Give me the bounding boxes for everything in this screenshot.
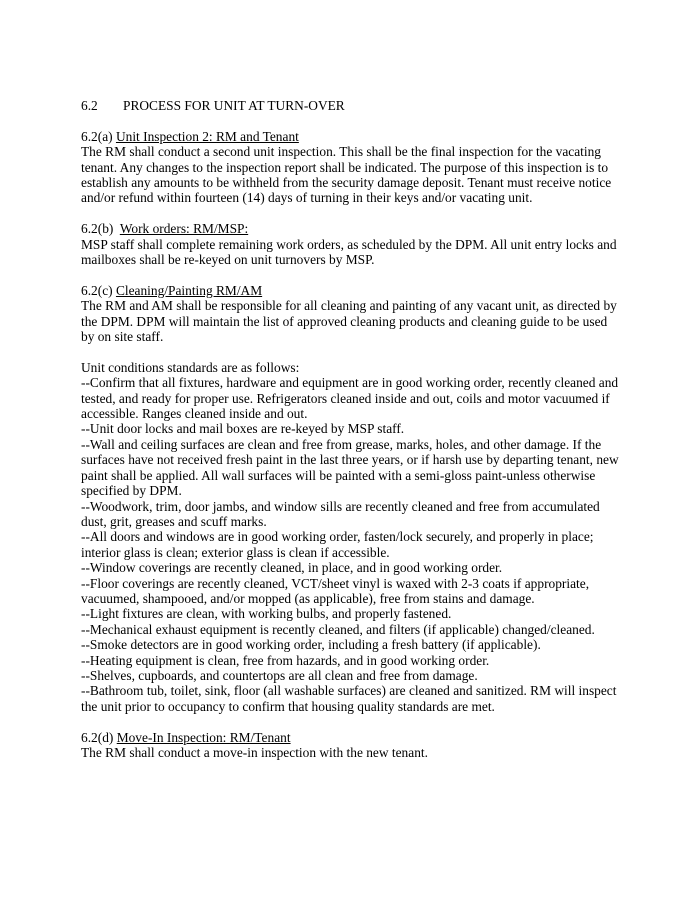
list-item: --Smoke detectors are in good working order, including a fresh battery (if applicable). [81, 637, 541, 653]
list-item: --Floor coverings are recently cleaned, VCT/sheet vinyl is waxed with 2-3 coats if appropriate, vacuumed, shampooed, and/or mopped (as applicable), free from stains and damage. [81, 575, 590, 606]
section-a-prefix: 6.2(a) [81, 128, 116, 144]
section-b-prefix: 6.2(b) [81, 221, 120, 237]
section-a-title [81, 129, 621, 144]
section-title: PROCESS FOR UNIT AT TURN-OVER [123, 98, 345, 113]
list-item: --All doors and windows are in good working order, fasten/lock securely, and properly in place; interior glass is clean; exterior glass is clean if accessible. [81, 529, 594, 560]
list-item: --Wall and ceiling surfaces are clean and free from grease, marks, holes, and other damage. If the surfaces have not received fresh paint in the last three years, or if harsh use by departing tenant, new paint shall be applied. All wall surfaces will be painted with a semi-gloss paint-unless otherwise specified by DPM. [81, 436, 619, 499]
section-d-prefix: 6.2(d) [81, 729, 117, 745]
section-d-title [81, 730, 621, 745]
standards-intro: Unit conditions standards are as follows: [81, 359, 300, 375]
list-item: --Shelves, cupboards, and countertops are all clean and free from damage. [81, 667, 478, 683]
section-b-title [81, 221, 621, 236]
section-c-prefix: 6.2(c) [81, 282, 116, 298]
list-item: --Bathroom tub, toilet, sink, floor (all washable surfaces) are cleaned and sanitized. RM will inspect the unit prior to occupancy to confirm that housing quality standards are met. [81, 683, 617, 714]
section-d-body: The RM shall conduct a move-in inspection with the new tenant. [81, 744, 428, 760]
standards-list [81, 375, 621, 714]
document-page [81, 98, 621, 760]
list-item: --Confirm that all fixtures, hardware and equipment are in good working order, recently cleaned and tested, and ready for proper use. Refrigerators cleaned inside and out, coils and motor vacuumed if accessible. Ranges cleaned inside and out. [81, 375, 619, 422]
list-item: --Unit door locks and mail boxes are re-keyed by MSP staff. [81, 421, 405, 437]
section-c [81, 283, 621, 345]
list-item: --Woodwork, trim, door jambs, and window sills are recently cleaned and free from accumulated dust, grit, greases and scuff marks. [81, 498, 600, 529]
section-a-title-text: Unit Inspection 2: RM and Tenant [115, 128, 299, 144]
section-b-body: MSP staff shall complete remaining work orders, as scheduled by the DPM. All unit entry locks and mailboxes shall be re-keyed on unit turnovers by MSP. [81, 236, 617, 268]
section-heading [81, 98, 621, 113]
section-c-body: The RM and AM shall be responsible for all cleaning and painting of any vacant unit, as directed by the DPM. DPM will maintain the list of approved cleaning products and cleaning guide to be used by on site staff. [81, 298, 617, 345]
section-c-title-text: Cleaning/Painting RM/AM [115, 282, 263, 298]
list-item: --Light fixtures are clean, with working bulbs, and properly fastened. [81, 606, 452, 622]
section-a [81, 129, 621, 206]
section-d-title-text: Move-In Inspection: RM/Tenant [116, 729, 291, 745]
section-b-title-text: Work orders: RM/MSP: [119, 221, 249, 237]
section-a-body: The RM shall conduct a second unit inspection. This shall be the final inspection for the vacating tenant. Any changes to the inspection report shall be indicated. The purpose of this inspection is to establish any amounts to be withheld from the security damage deposit. Tenant must receive notice and/or refund within fourteen (14) days of turning in their keys and/or vacating unit. [81, 144, 612, 206]
section-number: 6.2 [81, 98, 98, 113]
section-c-title [81, 283, 621, 298]
list-item: --Heating equipment is clean, free from hazards, and in good working order. [81, 652, 490, 668]
section-d [81, 730, 621, 761]
list-item: --Window coverings are recently cleaned, in place, and in good working order. [81, 560, 503, 576]
standards-section [81, 360, 621, 714]
section-b [81, 221, 621, 267]
list-item: --Mechanical exhaust equipment is recently cleaned, and filters (if applicable) changed/cleaned. [81, 621, 595, 637]
